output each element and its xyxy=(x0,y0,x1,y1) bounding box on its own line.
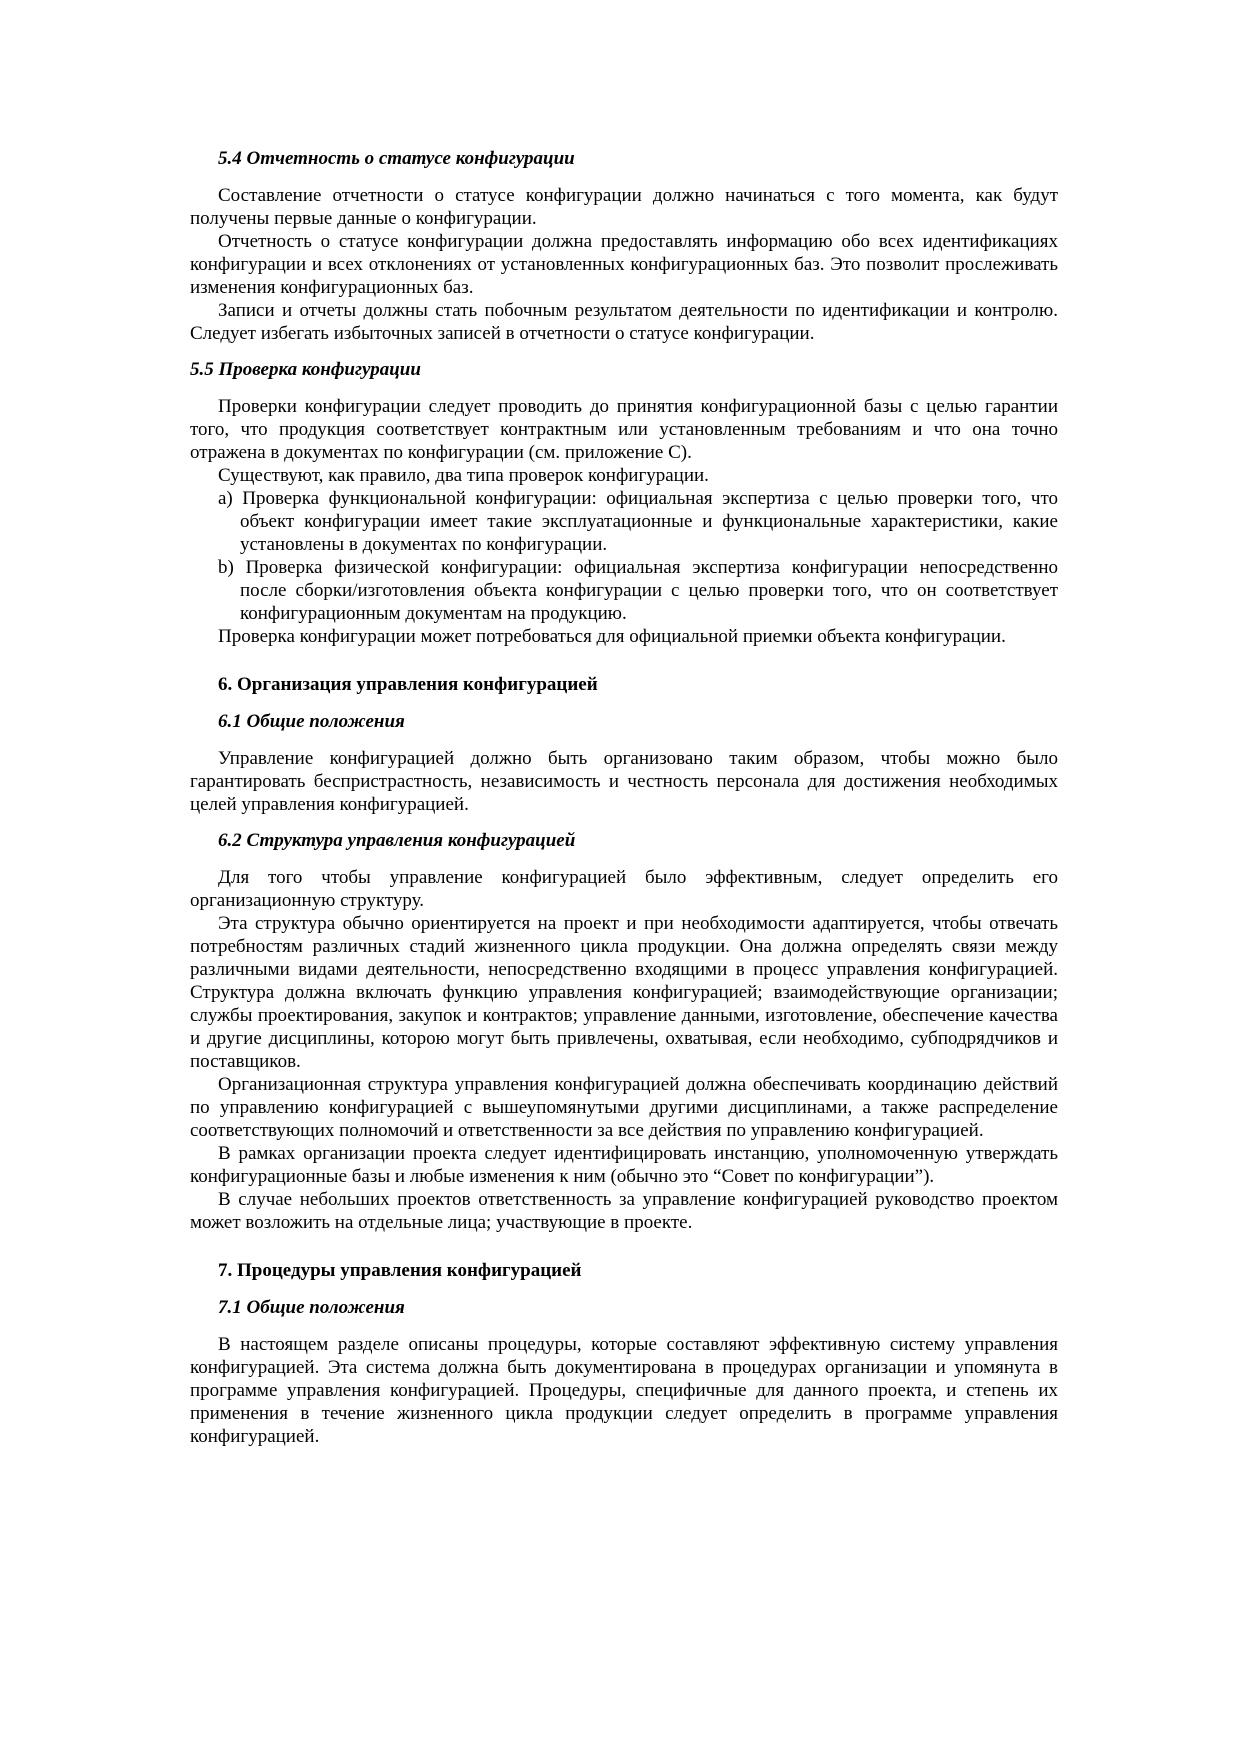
section-6-2-paragraph-4: В рамках организации проекта следует идентифицировать инстанцию, уполномоченную утверждать конфигурационные базы и любые изменения к ним (обычно это “Совет по конфигурации”). xyxy=(190,1143,1058,1187)
section-6-2-paragraph-3: Организационная структура управления конфигурацией должна обеспечивать координацию действий по управлению конфигурацией с вышеупомянутыми другими дисциплинами, а также распределение соответствующих полномочий и ответственности за все действия по управлению конфигурацией. xyxy=(190,1074,1058,1141)
section-5-4-heading: 5.4 Отчетность о статусе конфигурации xyxy=(218,148,575,169)
section-5-4-paragraph-2: Отчетность о статусе конфигурации должна предоставлять информацию обо всех идентификациях конфигурации и всех отклонениях от установленных конфигурационных баз. Это позволит прослеживать изменения конфигурационных баз. xyxy=(190,231,1058,298)
section-5-5-paragraph-3: Проверка конфигурации может потребоваться для официальной приемки объекта конфигурации. xyxy=(218,626,1006,647)
section-6-1-paragraph-1: Управление конфигурацией должно быть организовано таким образом, чтобы можно было гарантировать беспристрастность, независимость и честность персонала для достижения необходимых целей управления конфигурацией. xyxy=(190,748,1058,815)
section-6-2-paragraph-2: Эта структура обычно ориентируется на проект и при необходимости адаптируется, чтобы отвечать потребностям различных стадий жизненного цикла продукции. Она должна определять связи между различными видами деятельности, непосредственно входящими в процесс управления конфигурацией. Структура должна включать функцию управления конфигурацией; взаимодействующие организации; службы проектирования, закупок и контрактов; управление данными, изготовление, обеспечение качества и другие дисциплины, которою могут быть привлечены, охватывая, если необходимо, субподрядчиков и поставщиков. xyxy=(190,913,1058,1072)
section-5-5-heading: 5.5 Проверка конфигурации xyxy=(190,359,421,380)
list-item-b: b) Проверка физической конфигурации: официальная экспертиза конфигурации непосредственно после сборки/изготовления объекта конфигурации с целью проверки того, что он соответствует конфигурационным документам на продукцию. xyxy=(218,557,1058,624)
document-page xyxy=(190,147,1058,1448)
section-5-4-paragraph-1: Составление отчетности о статусе конфигурации должно начинаться с того момента, как будут получены первые данные о конфигурации. xyxy=(190,185,1058,229)
section-7-1-heading: 7.1 Общие положения xyxy=(218,1297,405,1318)
section-5-5-paragraph-2: Существуют, как правило, два типа проверок конфигурации. xyxy=(218,465,709,486)
section-7-1-paragraph-1: В настоящем разделе описаны процедуры, которые составляют эффективную систему управления конфигурацией. Эта система должна быть документирована в процедурах организации и упомянута в программе управления конфигурацией. Процедуры, специфичные для данного проекта, и степень их применения в течение жизненного цикла продукции следует определить в программе управления конфигурацией. xyxy=(190,1334,1058,1447)
section-7-heading: 7. Процедуры управления конфигурацией xyxy=(218,1260,582,1281)
section-6-2-paragraph-1: Для того чтобы управление конфигурацией было эффективным, следует определить его организационную структуру. xyxy=(190,867,1058,911)
section-5-4-paragraph-3: Записи и отчеты должны стать побочным результатом деятельности по идентификации и контролю. Следует избегать избыточных записей в отчетности о статусе конфигурации. xyxy=(190,300,1058,344)
list-item-a: a) Проверка функциональной конфигурации: официальная экспертиза с целью проверки того, что объект конфигурации имеет такие эксплуатационные и функциональные характеристики, какие установлены в документах по конфигурации. xyxy=(218,488,1058,555)
section-5-5-paragraph-1: Проверки конфигурации следует проводить до принятия конфигурационной базы с целью гарантии того, что продукция соответствует контрактным или установленным требованиям и что она точно отражена в документах по конфигурации (см. приложение С). xyxy=(190,396,1058,463)
section-6-2-paragraph-5: В случае небольших проектов ответственность за управление конфигурацией руководство проектом может возложить на отдельные лица; участвующие в проекте. xyxy=(190,1189,1058,1233)
section-6-2-heading: 6.2 Структура управления конфигурацией xyxy=(218,830,576,851)
section-6-1-heading: 6.1 Общие положения xyxy=(218,711,405,732)
section-6-heading: 6. Организация управления конфигурацией xyxy=(218,674,598,695)
